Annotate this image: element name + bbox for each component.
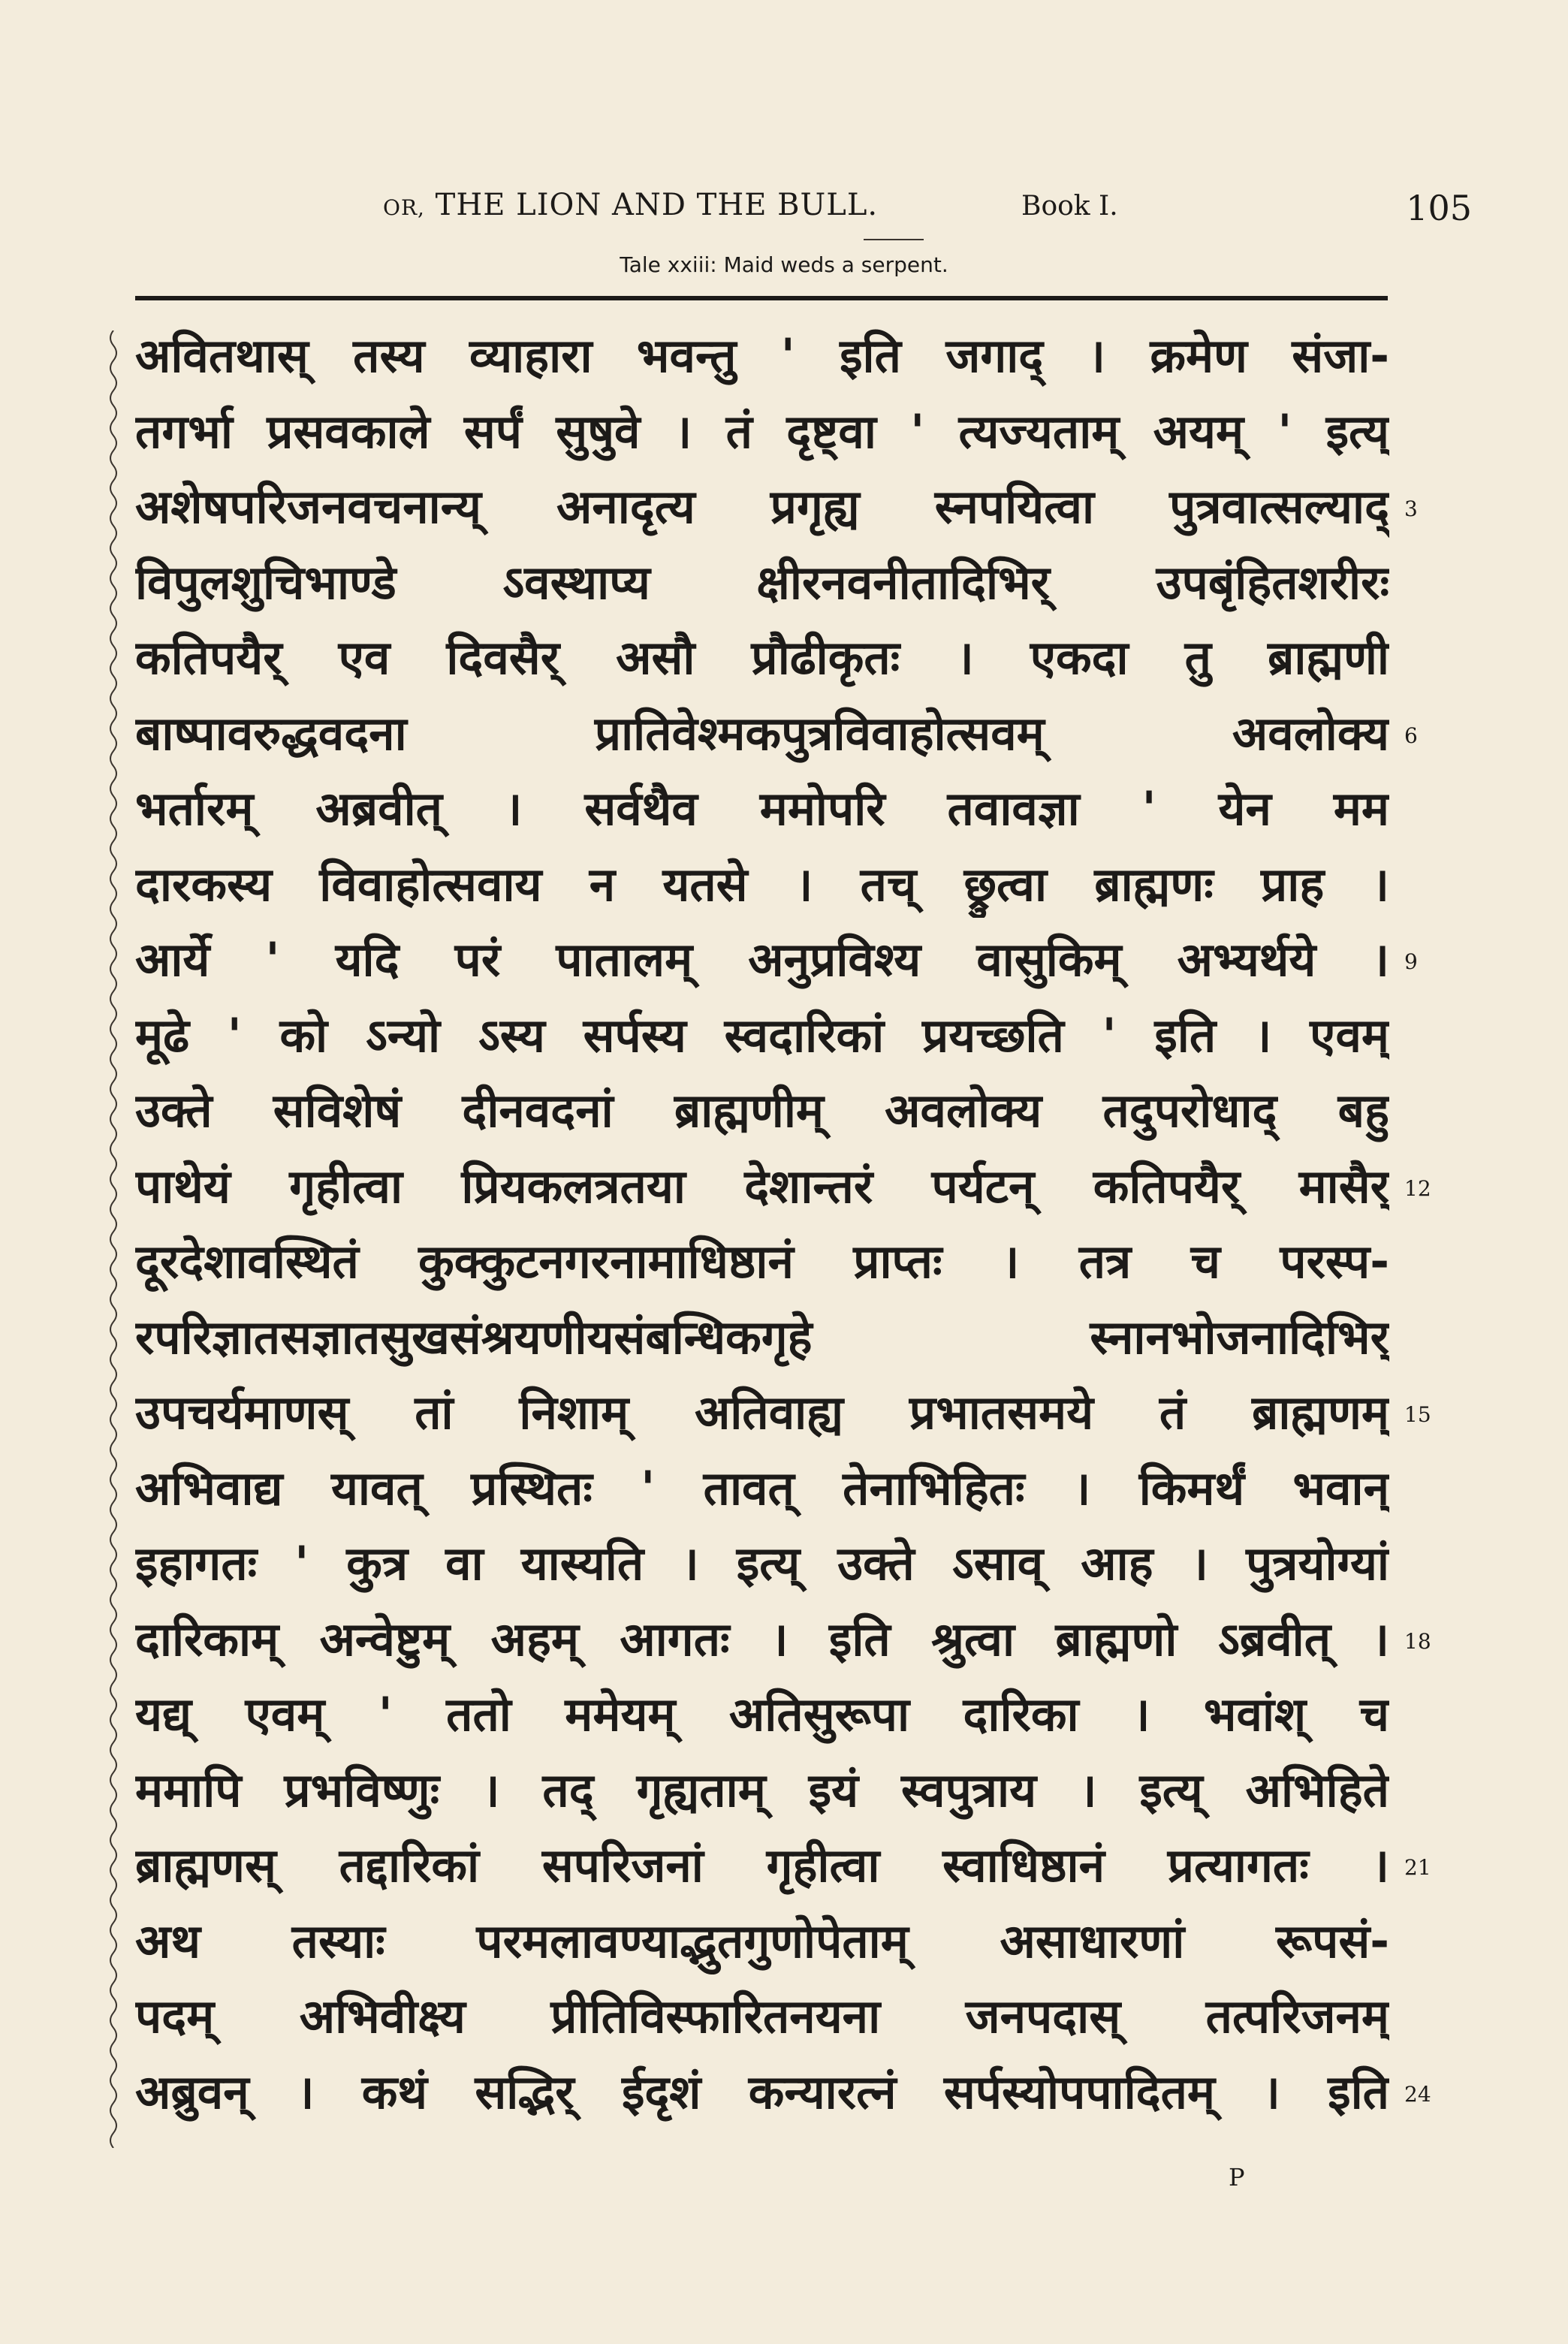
text-line-content: अभिवाद्य यावत् प्रस्थितः ' तावत् तेनाभिहितः । किमर्थं भवान् (135, 1460, 1389, 1516)
text-line (135, 1154, 1431, 1229)
tale-subtitle: Tale xxiii: Maid weds a serpent. (620, 252, 948, 277)
text-line-content: दारकस्य विवाहोत्सवाय न यतसे । तच् छ्रुत्वा ब्राह्मणः प्राह । (135, 856, 1389, 912)
text-line-content: कतिपयैर् एव दिवसैर् असौ प्रौढीकृतः । एकदा तु ब्राह्मणी (135, 630, 1389, 685)
line-number: 15 (1404, 1402, 1431, 1427)
text-line (135, 1456, 1389, 1531)
text-line-content: अथ तस्याः परमलावण्याद्भुतगुणोपेताम् असाधारणां रूपसं- (135, 1913, 1389, 1968)
line-number: 12 (1404, 1175, 1431, 1201)
text-line (135, 1229, 1389, 1305)
text-line (135, 550, 1389, 626)
text-line (135, 1833, 1431, 1908)
line-number: 3 (1404, 496, 1418, 521)
signature-mark: P (1229, 2163, 1245, 2192)
text-line (135, 1531, 1389, 1606)
text-line (135, 701, 1418, 777)
text-line-content: ममापि प्रभविष्णुः । तद् गृह्यताम् इयं स्वपुत्राय । इत्य् अभिहिते (135, 1762, 1389, 1818)
line-number: 21 (1404, 1855, 1431, 1880)
header-rule (135, 296, 1388, 300)
text-line-content: उपचर्यमाणस् तां निशाम् अतिवाह्य प्रभातसमये तं ब्राह्मणम् (135, 1385, 1389, 1440)
text-line (135, 1984, 1389, 2059)
text-line-content: आर्ये ' यदि परं पातालम् अनुप्रविश्य वासुकिम् अभ्यर्थये । (135, 932, 1389, 987)
text-line-content: अशेषपरिजनवचनान्य् अनादृत्य प्रगृह्य स्नपयित्वा पुत्रवात्सल्याद् (135, 479, 1389, 534)
text-line (135, 1380, 1431, 1456)
text-line-content: पाथेयं गृहीत्वा प्रियकलत्रतया देशान्तरं पर्यटन् कतिपयैर् मासैर् (135, 1158, 1389, 1214)
text-line (135, 1757, 1389, 1833)
running-title (383, 188, 878, 222)
line-number: 18 (1404, 1628, 1431, 1654)
text-line (135, 1682, 1389, 1757)
text-line (135, 474, 1418, 550)
text-line (135, 927, 1418, 1003)
text-line-content: उक्ते सविशेषं दीनवदनां ब्राह्मणीम् अवलोक्य तदुपरोधाद् बहु (135, 1083, 1389, 1138)
text-line (135, 776, 1389, 852)
running-head (135, 188, 1472, 233)
running-title-text: THE LION AND THE BULL. (435, 188, 879, 222)
book-label: Book I. (1021, 191, 1118, 222)
line-number: 24 (1404, 2081, 1431, 2107)
text-line (135, 1003, 1389, 1078)
text-line-content: दारिकाम् अन्वेष्टुम् अहम् आगतः । इति श्रुत्वा ब्राह्मणो ऽब्रवीत् । (135, 1611, 1389, 1667)
running-title-or: OR, (383, 195, 425, 220)
margin-wavy-line (105, 330, 122, 2148)
line-number: 6 (1404, 723, 1418, 748)
text-line (135, 1908, 1389, 1984)
text-line-content: अवितथास् तस्य व्याहारा भवन्तु ' इति जगाद् । क्रमेण संजा- (135, 328, 1389, 383)
text-line (135, 852, 1389, 928)
text-line (135, 625, 1389, 701)
text-line-content: विपुलशुचिभाण्डे ऽवस्थाप्य क्षीरनवनीतादिभिर् उपबृंहितशरीरः (135, 554, 1389, 610)
text-line-content: इहागतः ' कुत्र वा यास्यति । इत्य् उक्ते ऽसाव् आह । पुत्रयोग्यां (135, 1536, 1389, 1591)
subtitle-rule (864, 239, 924, 240)
text-line-content: रपरिज्ञातसज्ञातसुखसंश्रयणीयसंबन्धिकगृहे स्नानभोजनादिभिर् (135, 1309, 1389, 1365)
text-line (135, 1078, 1389, 1154)
sanskrit-text-block (135, 323, 1431, 2134)
page-number: 105 (1406, 188, 1472, 228)
line-number: 9 (1404, 949, 1418, 974)
text-line-content: भर्तारम् अब्रवीत् । सर्वथैव ममोपरि तवावज्ञा ' येन मम (135, 781, 1389, 836)
text-line (135, 1606, 1431, 1682)
text-line-content: यद्य् एवम् ' ततो ममेयम् अतिसुरूपा दारिका । भवांश् च (135, 1687, 1389, 1742)
text-line-content: अब्रुवन् । कथं सद्भिर् ईदृशं कन्यारत्नं सर्पस्योपपादितम् । इति (135, 2064, 1389, 2119)
text-line (135, 323, 1389, 399)
text-line-content: पदम् अभिवीक्ष्य प्रीतिविस्फारितनयना जनपदास् तत्परिजनम् (135, 1989, 1389, 2044)
text-line-content: दूरदेशावस्थितं कुक्कुटनगरनामाधिष्ठानं प्राप्तः । तत्र च परस्प- (135, 1234, 1389, 1289)
text-line-content: तगर्भा प्रसवकाले सर्पं सुषुवे । तं दृष्ट्वा ' त्यज्यताम् अयम् ' इत्य् (135, 403, 1389, 459)
text-line-content: ब्राह्मणस् तद्दारिकां सपरिजनां गृहीत्वा स्वाधिष्ठानं प्रत्यागतः । (135, 1838, 1389, 1893)
text-line (135, 399, 1389, 475)
text-line (135, 1305, 1389, 1380)
text-line (135, 2059, 1431, 2135)
text-line-content: बाष्पावरुद्धवदना प्रातिवेश्मकपुत्रविवाहोत्सवम् अवलोक्य (135, 705, 1389, 761)
text-line-content: मूढे ' को ऽन्यो ऽस्य सर्पस्य स्वदारिकां प्रयच्छति ' इति । एवम् (135, 1007, 1389, 1063)
